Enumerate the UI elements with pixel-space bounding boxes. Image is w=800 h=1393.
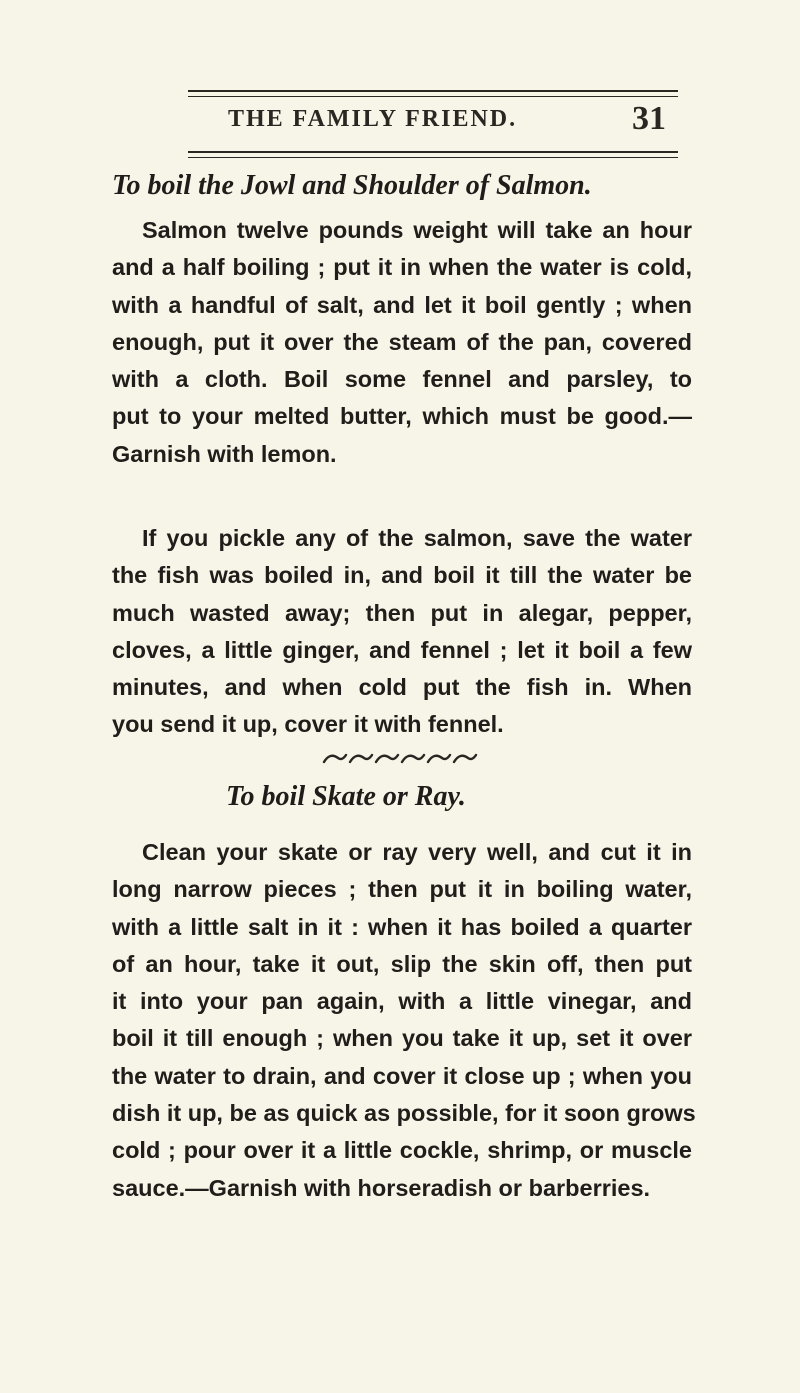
text-line: with a little salt in it : when it has boiled a quarter — [112, 913, 692, 940]
running-head: THE FAMILY FRIEND. — [228, 106, 518, 132]
text-line: put to your melted butter, which must be good.— — [112, 403, 692, 430]
text-line: of an hour, take it out, slip the skin off, then put — [112, 950, 692, 977]
header-rule-top — [188, 90, 678, 92]
text-line: with a handful of salt, and let it boil gently ; when — [112, 291, 692, 318]
text-line: cold ; pour over it a little cockle, shrimp, or muscle — [112, 1137, 692, 1164]
header-rule-top-thin — [188, 96, 678, 97]
text-line: enough, put it over the steam of the pan, covered — [112, 328, 692, 355]
header-rule-bottom-thin — [188, 157, 678, 158]
text-line: with a cloth. Boil some fennel and parsley, to — [112, 366, 692, 393]
text-line: Garnish with lemon. — [112, 440, 337, 467]
text-line: much wasted away; then put in alegar, pepper, — [112, 599, 692, 626]
text-line: dish it up, be as quick as possible, for it soon grows — [112, 1100, 696, 1127]
paragraph-skate-boiling — [112, 834, 696, 1207]
page-number: 31 — [632, 100, 666, 137]
page-header — [228, 100, 698, 144]
text-line: If you pickle any of the salmon, save the water — [142, 525, 692, 551]
header-rule-bottom — [188, 151, 678, 153]
text-line: the fish was boiled in, and boil it till the water be — [112, 562, 692, 589]
text-line: long narrow pieces ; then put it in boiling water, — [112, 876, 692, 903]
text-line: and a half boiling ; put it in when the water is cold, — [112, 254, 692, 281]
text-line: it into your pan again, with a little vinegar, and — [112, 988, 692, 1015]
paragraph-salmon-pickle — [112, 520, 692, 744]
section-title-salmon: To boil the Jowl and Shoulder of Salmon. — [112, 170, 592, 201]
text-line: Salmon twelve pounds weight will take an hour — [142, 217, 692, 243]
ornament-divider — [320, 748, 490, 768]
text-line: minutes, and when cold put the fish in. When — [112, 674, 692, 701]
text-line: Clean your skate or ray very well, and cut it in — [142, 839, 692, 865]
text-line: you send it up, cover it with fennel. — [112, 711, 504, 738]
text-line: boil it till enough ; when you take it up, set it over — [112, 1025, 692, 1052]
section-title-skate: To boil Skate or Ray. — [226, 781, 466, 812]
text-line: cloves, a little ginger, and fennel ; let it boil a few — [112, 636, 692, 663]
text-line: sauce.—Garnish with horseradish or barberries. — [112, 1174, 651, 1201]
text-line: the water to drain, and cover it close up ; when you — [112, 1062, 692, 1089]
paragraph-salmon-boiling — [112, 212, 692, 473]
